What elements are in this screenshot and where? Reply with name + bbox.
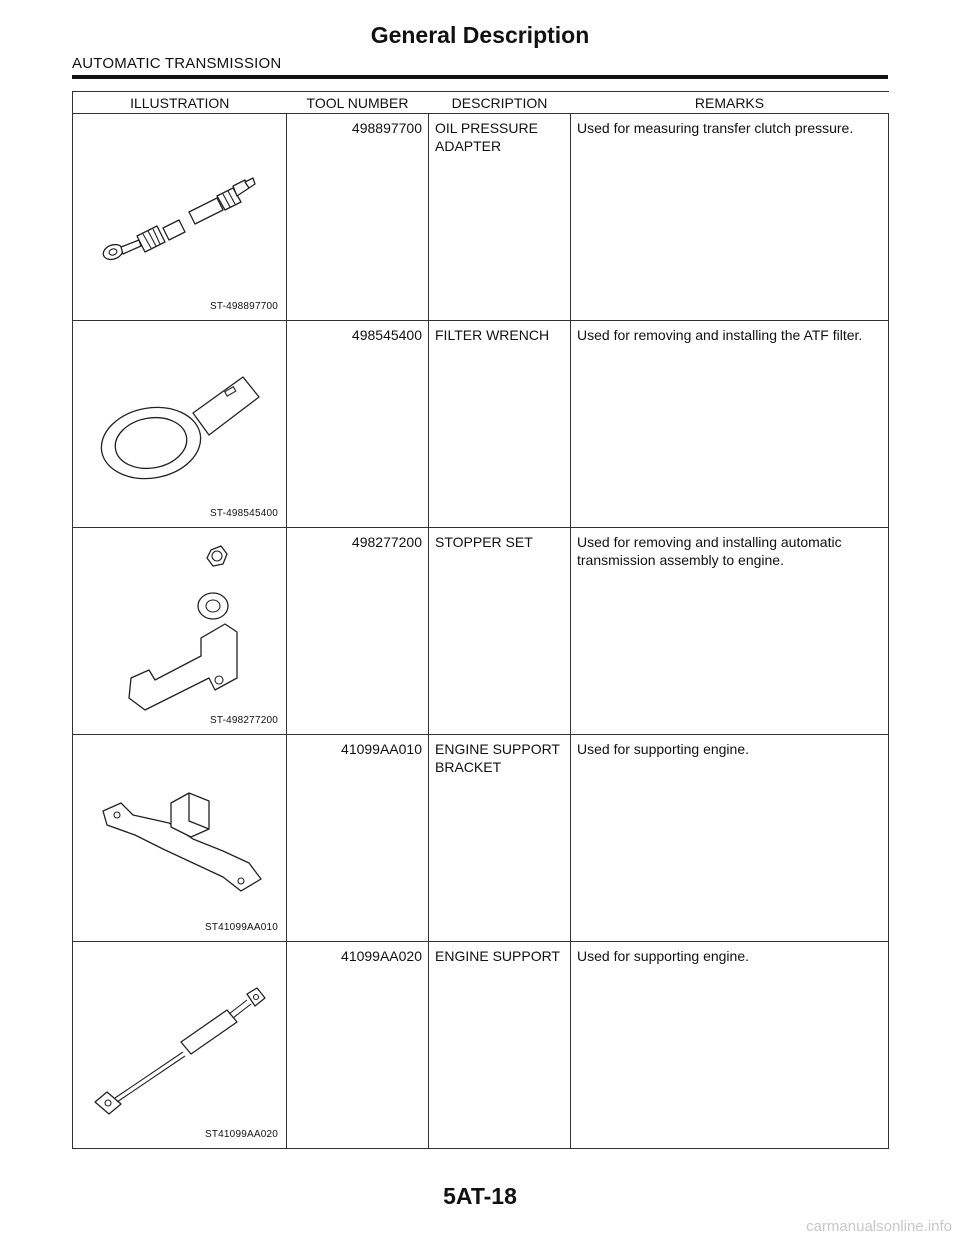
tool-description: STOPPER SET (429, 528, 571, 735)
illustration-cell (73, 942, 287, 1149)
column-header-description: DESCRIPTION (429, 92, 571, 114)
column-header-illustration: ILLUSTRATION (73, 92, 287, 114)
illustration-caption: ST41099AA020 (204, 1129, 278, 1140)
watermark-link[interactable]: carmanualsonline.info (806, 1218, 952, 1235)
oil-pressure-adapter-icon (73, 114, 287, 320)
table-row (73, 321, 889, 528)
tool-remarks: Used for measuring transfer clutch pressure. (571, 114, 889, 321)
tool-remarks: Used for supporting engine. (571, 735, 889, 942)
page-number: 5AT-18 (443, 1183, 517, 1209)
illustration-caption: ST41099AA010 (204, 922, 278, 933)
engine-support-bracket-icon (73, 735, 287, 941)
illustration-cell (73, 528, 287, 735)
tool-description: ENGINE SUPPORT BRACKET (429, 735, 571, 942)
illustration-cell (73, 114, 287, 321)
column-header-tool-number: TOOL NUMBER (287, 92, 429, 114)
illustration-caption: ST-498277200 (209, 715, 278, 726)
tool-number: 41099AA020 (287, 942, 429, 1149)
tool-remarks: Used for removing and installing automatic transmission assembly to engine. (571, 528, 889, 735)
tool-remarks: Used for removing and installing the ATF filter. (571, 321, 889, 528)
illustration-cell (73, 321, 287, 528)
header-rule (72, 75, 888, 79)
table-header-row (73, 92, 889, 114)
tool-description: FILTER WRENCH (429, 321, 571, 528)
engine-support-icon (73, 942, 287, 1148)
tool-remarks: Used for supporting engine. (571, 942, 889, 1149)
tool-number: 498277200 (287, 528, 429, 735)
tool-description: OIL PRESSURE ADAPTER (429, 114, 571, 321)
section-name: AUTOMATIC TRANSMISSION (72, 55, 282, 72)
illustration-caption: ST-498897700 (209, 301, 278, 312)
special-tools-table (72, 91, 889, 1149)
stopper-set-icon (73, 528, 287, 734)
column-header-remarks: REMARKS (571, 92, 889, 114)
table-row (73, 942, 889, 1149)
page-title: General Description (370, 22, 590, 48)
table-row (73, 735, 889, 942)
filter-wrench-icon (73, 321, 287, 527)
table-row (73, 114, 889, 321)
table-row (73, 528, 889, 735)
illustration-caption: ST-498545400 (209, 508, 278, 519)
illustration-cell (73, 735, 287, 942)
tool-number: 498545400 (287, 321, 429, 528)
tool-number: 41099AA010 (287, 735, 429, 942)
tool-number: 498897700 (287, 114, 429, 321)
tool-description: ENGINE SUPPORT (429, 942, 571, 1149)
